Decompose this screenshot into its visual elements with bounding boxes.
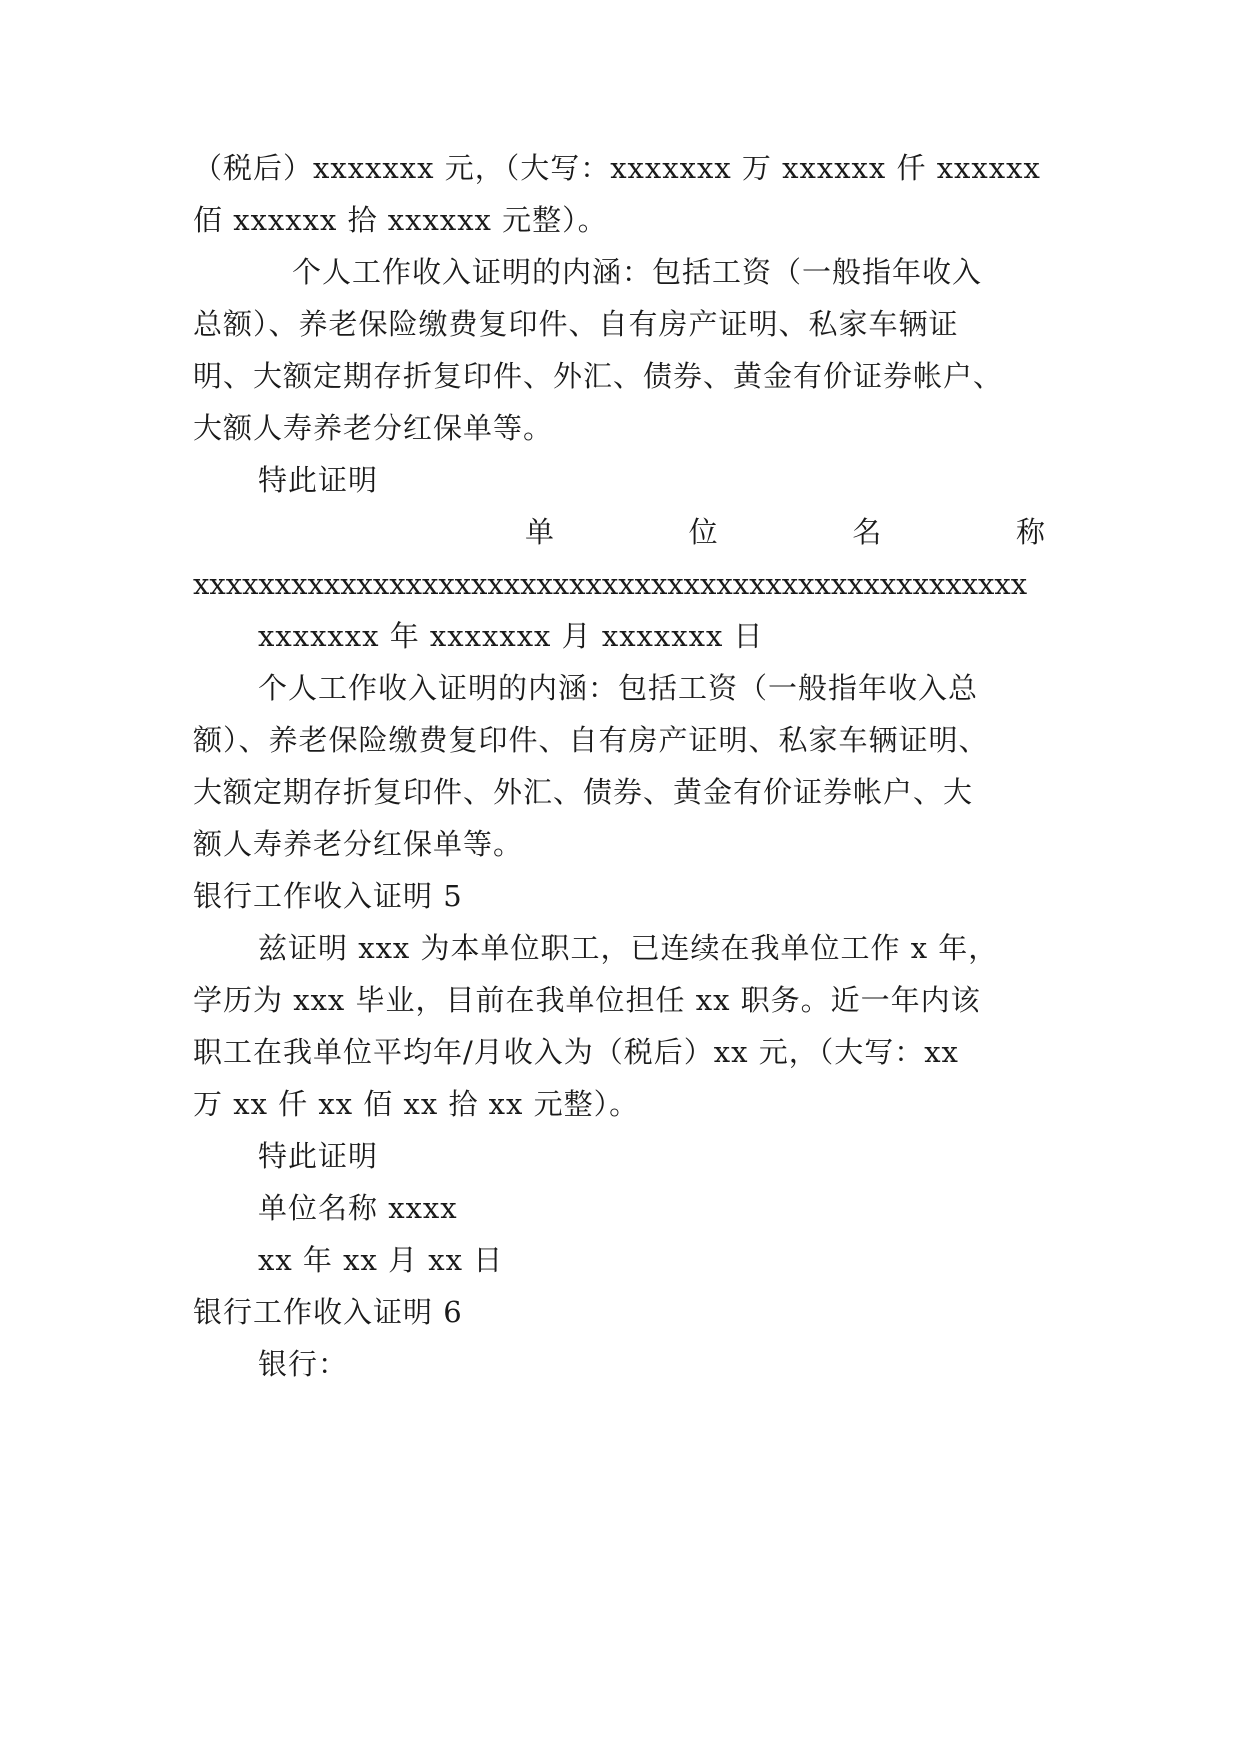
- text-line: xx 年 xx 月 xx 日: [258, 1243, 504, 1277]
- text-line: 佰 xxxxxx 拾 xxxxxx 元整）。: [193, 203, 608, 237]
- text-line: 单位名称 xxxx: [258, 1191, 458, 1225]
- text-line: 额人寿养老分红保单等。: [193, 827, 524, 861]
- text-line: 万 xx 仟 xx 佰 xx 拾 xx 元整）。: [193, 1087, 640, 1121]
- text-line: xxxxxxxxxxxxxxxxxxxxxxxxxxxxxxxxxxxxxxxxxxxxxxxxxxx: [193, 567, 1028, 601]
- text-line: 学历为 xxx 毕业，目前在我单位担任 xx 职务。近一年内该: [193, 983, 981, 1017]
- text-line: 大额人寿养老分红保单等。: [193, 411, 554, 445]
- text-line: 银行：: [258, 1347, 349, 1381]
- text-line: 特此证明: [258, 463, 379, 497]
- text-line: 大额定期存折复印件、外汇、债券、黄金有价证券帐户、大: [193, 775, 974, 809]
- text-line: 个人工作收入证明的内涵：包括工资（一般指年收入: [292, 255, 983, 289]
- unit-name-char: 单: [525, 515, 555, 549]
- text-line: 兹证明 xxx 为本单位职工，已连续在我单位工作 x 年，: [258, 931, 999, 965]
- text-line: 明、大额定期存折复印件、外汇、债券、黄金有价证券帐户、: [193, 359, 1004, 393]
- text-line: 个人工作收入证明的内涵：包括工资（一般指年收入总: [258, 671, 979, 705]
- unit-name-char: 名: [852, 515, 882, 549]
- unit-name-label: [525, 512, 1045, 552]
- text-line: 职工在我单位平均年/月收入为（税后）xx 元，（大写：xx: [193, 1035, 959, 1069]
- text-line: 总额）、养老保险缴费复印件、自有房产证明、私家车辆证: [193, 307, 959, 341]
- unit-name-char: 称: [1015, 515, 1045, 549]
- text-line: 额）、养老保险缴费复印件、自有房产证明、私家车辆证明、: [193, 723, 989, 757]
- text-line: 特此证明: [258, 1139, 379, 1173]
- unit-name-char: 位: [688, 515, 718, 549]
- section-heading: 银行工作收入证明 5: [193, 879, 463, 913]
- text-line: （税后）xxxxxxx 元，（大写：xxxxxxx 万 xxxxxx 仟 xxxxxx: [193, 151, 1041, 185]
- section-heading: 银行工作收入证明 6: [193, 1295, 463, 1329]
- text-line: xxxxxxx 年 xxxxxxx 月 xxxxxxx 日: [258, 619, 764, 653]
